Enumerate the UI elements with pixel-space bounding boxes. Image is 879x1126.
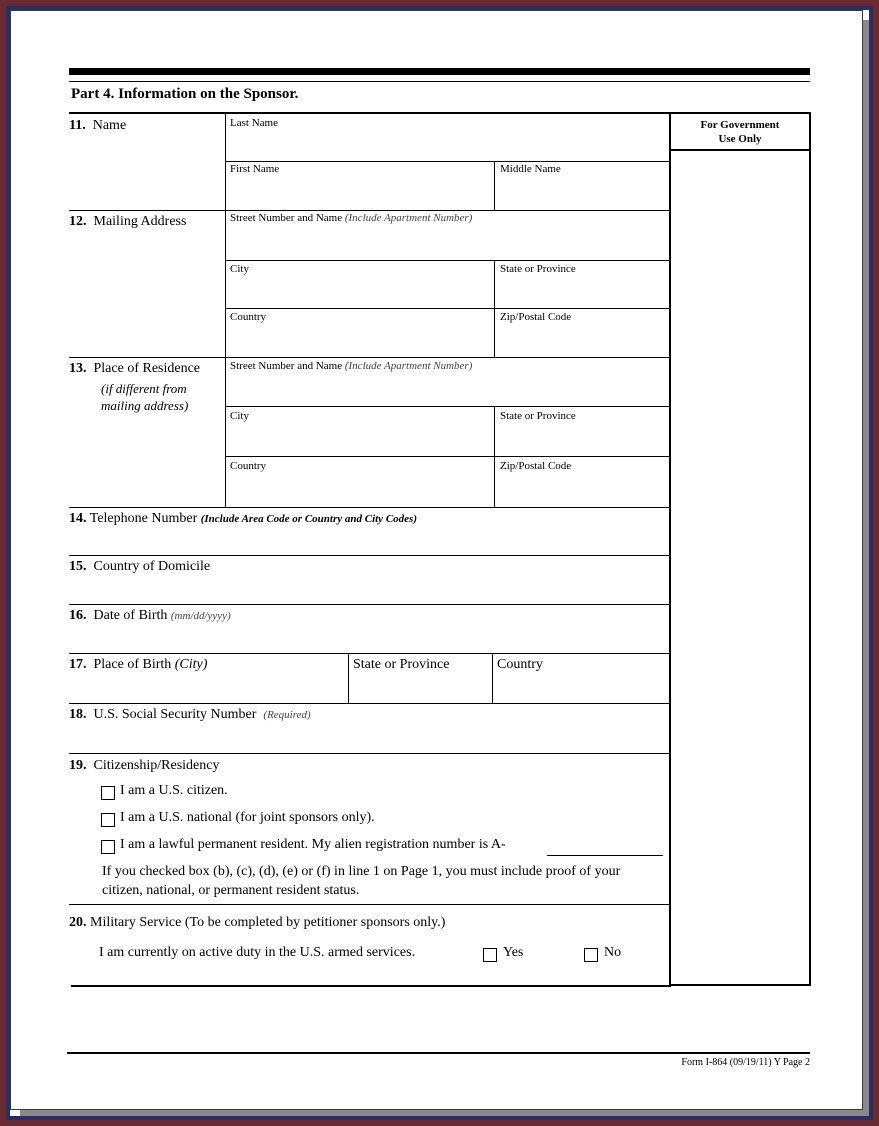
- mailing-zip-label: Zip/Postal Code: [500, 311, 572, 323]
- q13-text: Place of Residence: [93, 361, 201, 376]
- q19-text: Citizenship/Residency: [93, 758, 220, 773]
- q13-label: [69, 360, 200, 377]
- residence-state-field[interactable]: [495, 407, 669, 456]
- mailing-zip-field[interactable]: [495, 309, 669, 357]
- page-shadow-right: [863, 20, 869, 1116]
- active-duty-question: I am currently on active duty in the U.S. armed services.: [99, 945, 416, 960]
- q14-hint: (Include Area Code or Country and City Codes): [200, 513, 417, 525]
- residence-state-label: State or Province: [500, 410, 576, 422]
- mailing-city-field[interactable]: [226, 261, 494, 308]
- gov-use-line1: For Government: [700, 119, 780, 131]
- gov-use-column: [669, 113, 811, 986]
- q18-hint: (Required): [263, 709, 311, 721]
- section-divider: [69, 904, 669, 905]
- q19-label: [69, 757, 219, 774]
- q19-note: [102, 862, 667, 900]
- active-duty-no-label: No: [604, 945, 622, 960]
- q12-label: [69, 213, 186, 230]
- q16-number: 16.: [69, 608, 87, 623]
- residence-city-label: City: [230, 410, 249, 422]
- q20-label: [69, 914, 445, 931]
- q17-state-label: State or Province: [353, 657, 450, 672]
- part-title: Part 4. Information on the Sponsor.: [71, 86, 299, 102]
- q11-text: Name: [92, 118, 127, 133]
- us-citizen-checkbox[interactable]: [101, 786, 115, 800]
- last-name-field[interactable]: [226, 113, 669, 161]
- residence-street-hint: (Include Apartment Number): [344, 360, 473, 372]
- q19-note-line1: If you checked box (b), (c), (d), (e) or (f) in line 1 on Page 1, you must include proof of your: [102, 864, 621, 879]
- mailing-state-field[interactable]: [495, 261, 669, 308]
- us-national-label: I am a U.S. national (for joint sponsors only).: [120, 810, 375, 825]
- q14-text: Telephone Number: [89, 511, 198, 526]
- mailing-state-label: State or Province: [500, 263, 576, 275]
- middle-name-label: Middle Name: [500, 163, 561, 175]
- q13-hint-line1: (if different from: [101, 381, 187, 396]
- page-shadow-bottom: [20, 1110, 869, 1116]
- mailing-street-field[interactable]: [226, 211, 669, 260]
- table-bottom-border: [71, 985, 671, 987]
- place-of-birth-city-field[interactable]: [69, 654, 348, 703]
- telephone-field[interactable]: [69, 508, 669, 555]
- q13-hint-line2: mailing address): [101, 398, 189, 413]
- q19-number: 19.: [69, 758, 87, 773]
- residence-zip-field[interactable]: [495, 457, 669, 507]
- footer-rule: [67, 1052, 810, 1054]
- document-page: [10, 10, 869, 1116]
- residence-street-label: Street Number and Name: [230, 360, 343, 372]
- residence-country-field[interactable]: [226, 457, 494, 507]
- us-national-checkbox[interactable]: [101, 813, 115, 827]
- mailing-city-label: City: [230, 263, 249, 275]
- form-paper: [10, 10, 863, 1110]
- permanent-resident-label: I am a lawful permanent resident. My alien registration number is A-: [120, 837, 506, 852]
- col-divider: [494, 406, 495, 507]
- q16-text: Date of Birth: [93, 608, 168, 623]
- residence-city-field[interactable]: [226, 407, 494, 456]
- document-frame: [6, 6, 873, 1120]
- active-duty-yes-label: Yes: [503, 945, 524, 960]
- country-of-domicile-field[interactable]: [69, 556, 669, 604]
- q11-number: 11.: [69, 118, 86, 133]
- place-of-birth-state-field[interactable]: [349, 654, 492, 703]
- q17-text: Place of Birth: [93, 657, 172, 672]
- q18-text: U.S. Social Security Number: [93, 707, 257, 722]
- gov-use-line2: Use Only: [718, 133, 762, 145]
- gov-use-header: [671, 113, 809, 151]
- section-divider: [69, 753, 669, 754]
- col-divider: [494, 260, 495, 358]
- active-duty-no-checkbox[interactable]: [584, 948, 598, 962]
- mailing-street-hint: (Include Apartment Number): [344, 212, 473, 224]
- q14-number: 14.: [69, 511, 87, 526]
- mailing-country-field[interactable]: [226, 309, 494, 357]
- date-of-birth-field[interactable]: [69, 605, 669, 653]
- active-duty-yes-checkbox[interactable]: [483, 948, 497, 962]
- residence-country-label: Country: [230, 460, 267, 472]
- q20-number: 20.: [69, 915, 87, 930]
- first-name-field[interactable]: [226, 162, 494, 210]
- us-citizen-label: I am a U.S. citizen.: [120, 783, 228, 798]
- residence-street-field[interactable]: [226, 358, 669, 406]
- alien-registration-number-input[interactable]: [547, 839, 663, 856]
- ssn-field[interactable]: [69, 704, 669, 753]
- q12-number: 12.: [69, 214, 87, 229]
- q20-text: Military Service (To be completed by petitioner sponsors only.): [90, 915, 446, 930]
- q11-label: [69, 117, 126, 134]
- mailing-street-label: Street Number and Name: [230, 212, 343, 224]
- q12-text: Mailing Address: [93, 214, 187, 229]
- q17-hint: (City): [174, 657, 208, 672]
- q15-number: 15.: [69, 559, 87, 574]
- permanent-resident-checkbox[interactable]: [101, 840, 115, 854]
- header-rule: [69, 68, 810, 75]
- q17-number: 17.: [69, 657, 87, 672]
- place-of-birth-country-field[interactable]: [493, 654, 669, 703]
- q16-hint: (mm/dd/yyyy): [170, 610, 231, 622]
- residence-zip-label: Zip/Postal Code: [500, 460, 572, 472]
- middle-name-field[interactable]: [495, 162, 669, 210]
- q13-number: 13.: [69, 361, 87, 376]
- last-name-label: Last Name: [230, 117, 278, 129]
- header-thin-rule: [69, 81, 810, 82]
- first-name-label: First Name: [230, 163, 280, 175]
- q15-text: Country of Domicile: [93, 559, 211, 574]
- q17-country-label: Country: [497, 657, 543, 672]
- form-footer: Form I-864 (09/19/11) Y Page 2: [681, 1057, 810, 1068]
- mailing-country-label: Country: [230, 311, 267, 323]
- q19-note-line2: citizen, national, or permanent resident status.: [102, 883, 360, 898]
- q18-number: 18.: [69, 707, 87, 722]
